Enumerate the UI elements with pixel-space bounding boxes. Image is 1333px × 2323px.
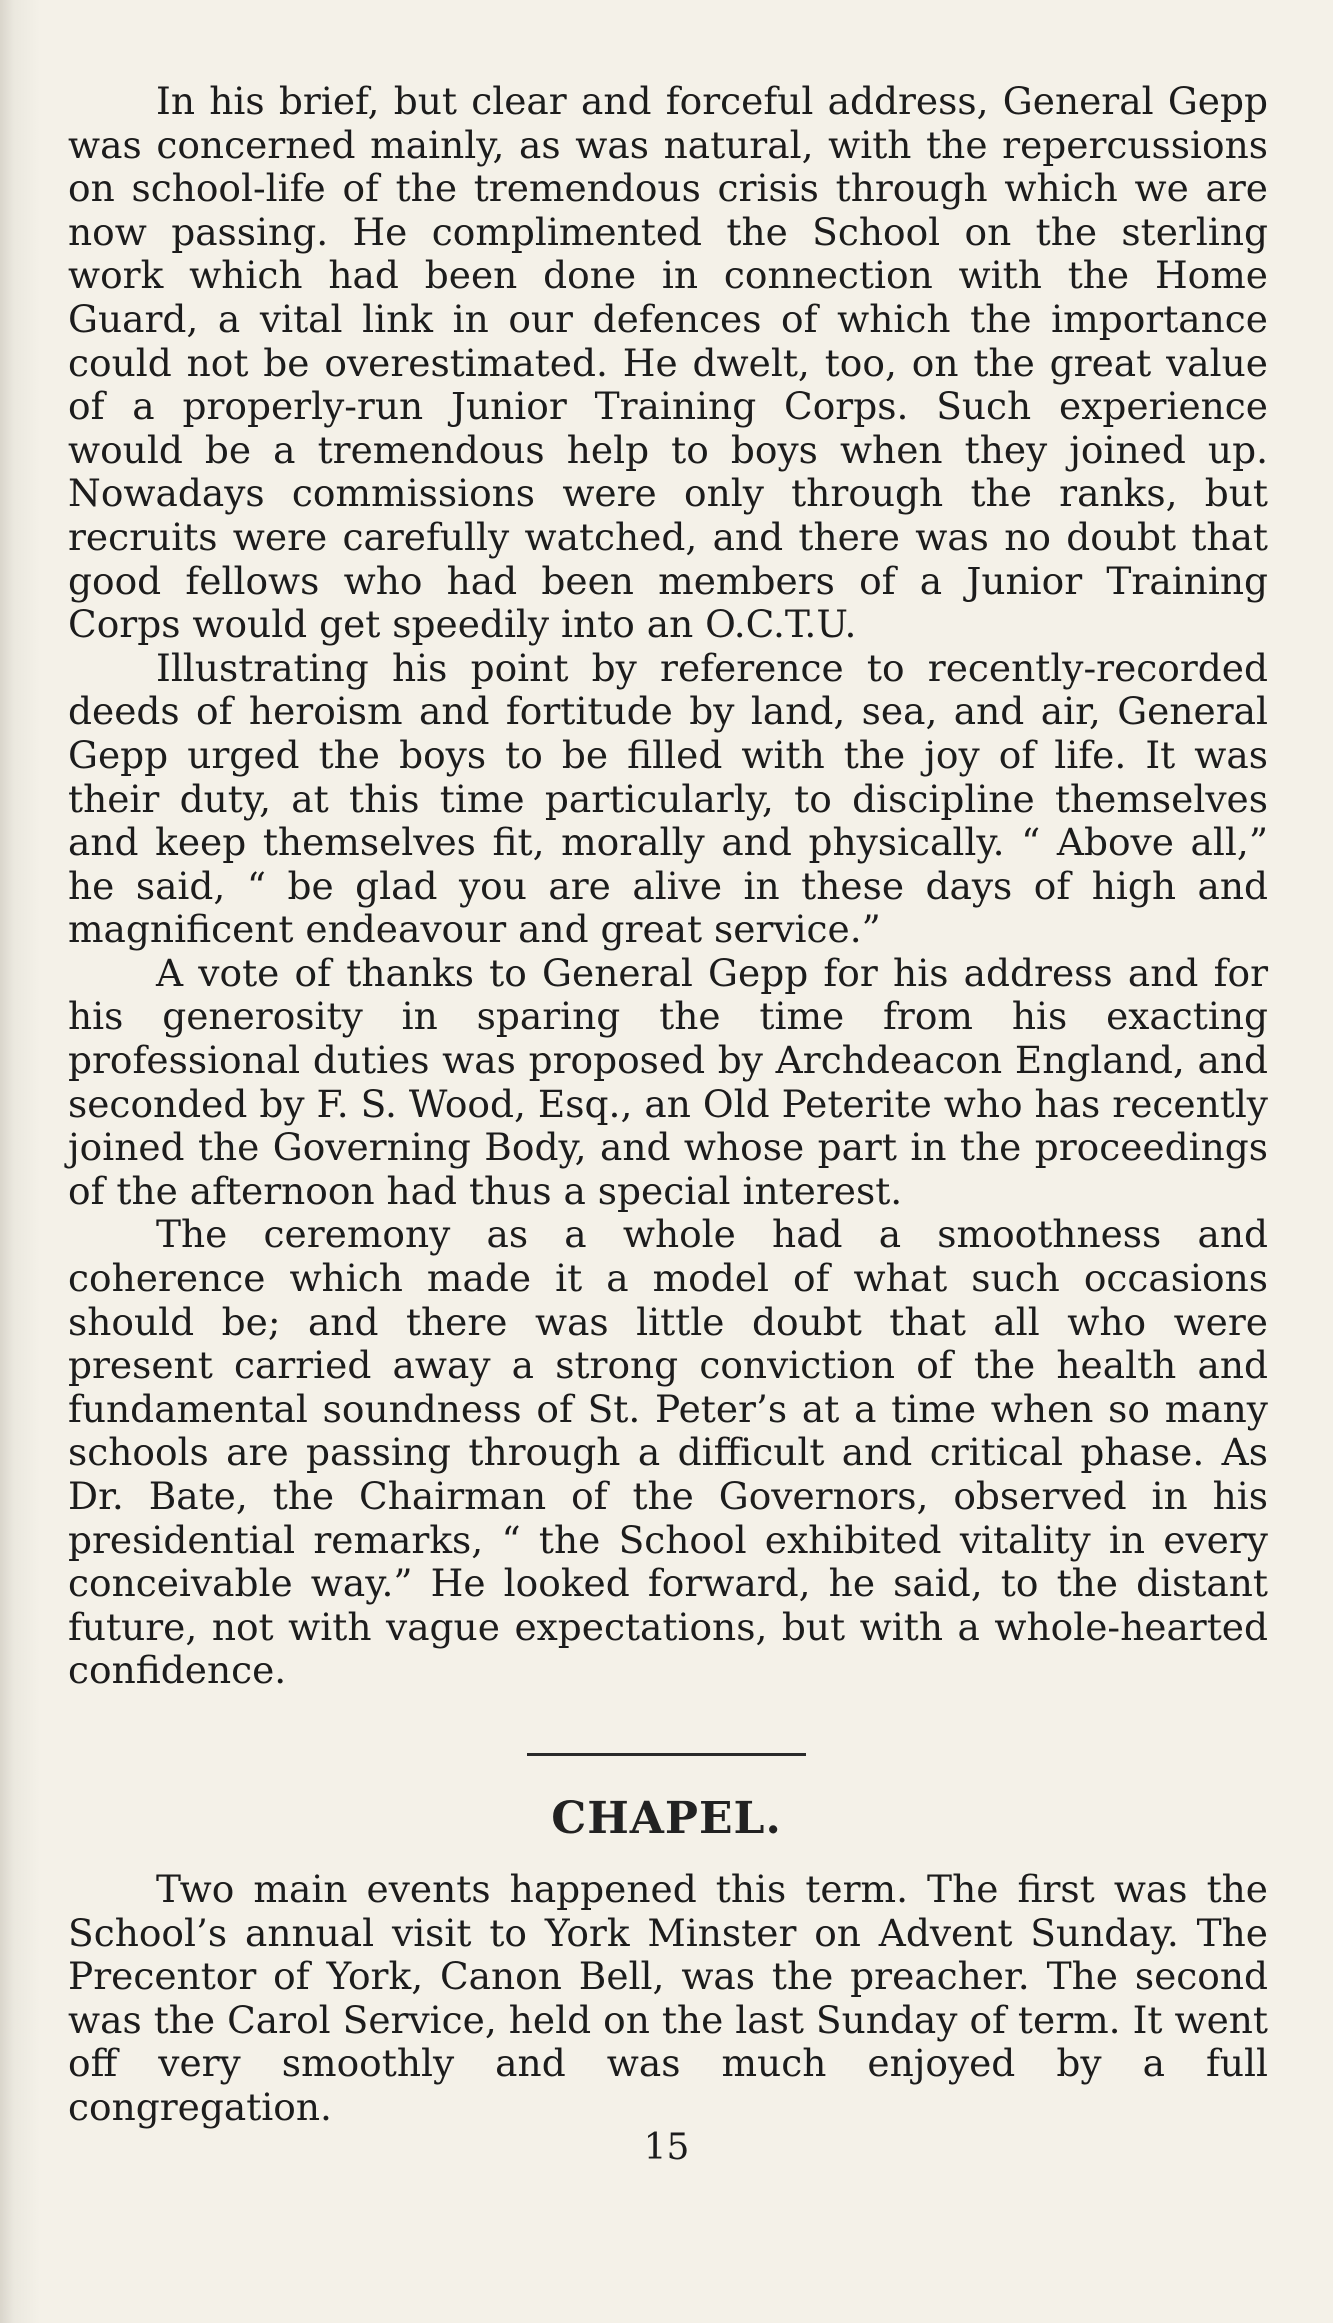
- article-body: [68, 80, 1268, 1693]
- section-heading-chapel: CHAPEL.: [551, 1793, 782, 1844]
- page-number: 15: [643, 2127, 690, 2168]
- paragraph-vote-of-thanks: A vote of thanks to General Gepp for his address and for his generosity in sparing the time from his exacting professional duties was proposed by Archdeacon England, and seconded by F. S. Wood, Esq., an Old Peterite who has recently joined the Governing Body, and whose part in the proceedings of the afternoon had thus a special interest.: [68, 950, 1268, 1213]
- section-divider: [527, 1753, 806, 1756]
- paragraph-illustrating: Illustrating his point by reference to recently-recorded deeds of heroism and fortitude by land, sea, and air, General Gepp urged the boys to be filled with the joy of life. It was their duty, at this time particularly, to discipline themselves and keep themselves fit, morally and physically. “ Above all,” he said, “ be glad you are alive in these days of high and magnificent endeavour and great service.”: [68, 645, 1268, 952]
- paragraph-chapel: Two main events happened this term. The first was the School’s annual visit to York Minster on Advent Sunday. The Precentor of York, Canon Bell, was the preacher. The second was the Carol Service, held on the last Sunday of term. It went off very smoothly and was much enjoyed by a full congregation.: [68, 1867, 1268, 2129]
- chapel-body: [68, 1868, 1268, 2130]
- paragraph-ceremony: The ceremony as a whole had a smoothness and coherence which made it a model of what such occasions should be; and there was little doubt that all who were present carried away a strong conviction of the health and fundamental soundness of St. Peter’s at a time when so many schools are passing through a difficult and critical phase. As Dr. Bate, the Chairman of the Governors, observed in his presidential remarks, “ the School exhibited vitality in every conceivable way.” He looked forward, he said, to the distant future, not with vague expectations, but with a whole-hearted confidence.: [68, 1212, 1268, 1693]
- paragraph-address: In his brief, but clear and forceful address, General Gepp was concerned mainly, as was natural, with the repercussions on school-life of the tremendous crisis through which we are now passing. He complimented the School on the sterling work which had been done in connection with the Home Guard, a vital link in our defences of which the importance could not be overestimated. He dwelt, too, on the great value of a properly-run Junior Training Corps. Such experience would be a tremendous help to boys when they joined up. Nowadays commissions were only through the ranks, but recruits were carefully watched, and there was no doubt that good fellows who had been members of a Junior Training Corps would get speedily into an O.C.T.U.: [68, 79, 1268, 647]
